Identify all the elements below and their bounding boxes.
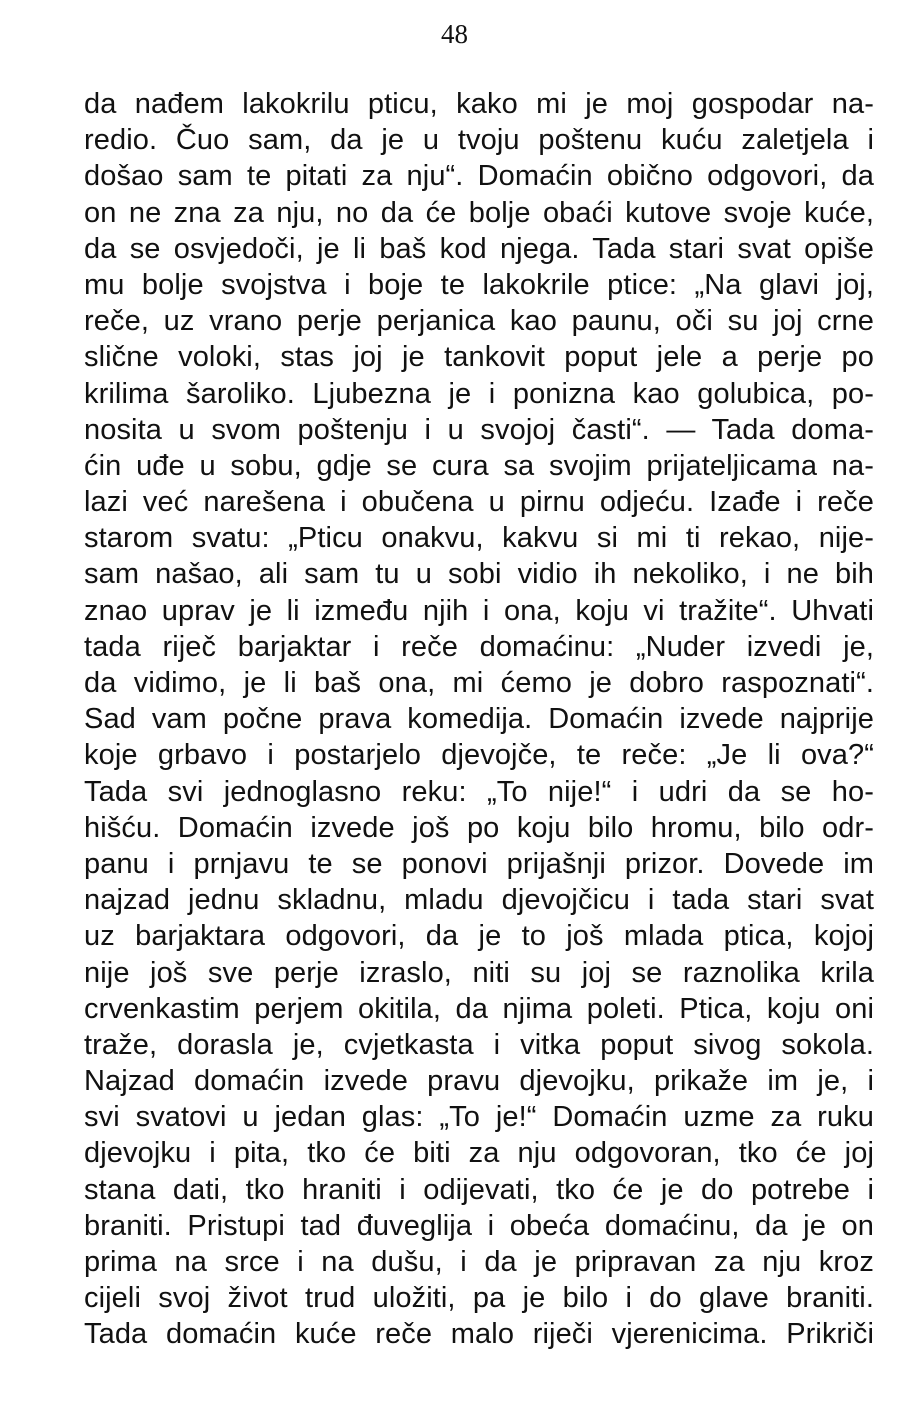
text-line: znao uprav je li između njih i ona, koju vi tražite“. Uhvati: [84, 594, 874, 627]
text-line: da se osvjedoči, je li baš kod njega. Tada stari svat opiše: [84, 232, 874, 265]
page-number: 48: [441, 19, 468, 49]
text-line: tada riječ barjaktar i reče domaćinu: „Nuder izvedi je,: [84, 630, 874, 663]
text-line: da nađem lakokrilu pticu, kako mi je moj gospodar na-: [84, 88, 874, 120]
text-line: crvenkastim perjem okitila, da njima poleti. Ptica, koju oni: [84, 992, 874, 1025]
text-line: krilima šaroliko. Ljubezna je i ponizna kao golubica, po-: [84, 377, 874, 410]
text-line: uz barjaktara odgovori, da je to još mlada ptica, kojoj: [84, 920, 874, 953]
text-line: cijeli svoj život trud uložiti, pa je bilo i do glave braniti.: [84, 1282, 874, 1315]
text-line: panu i prnjavu te se ponovi prijašnji prizor. Dovede im: [84, 847, 874, 880]
text-line: svi svatovi u jedan glas: „To je!“ Domaćin uzme za ruku: [84, 1101, 874, 1134]
text-line: Tada svi jednoglasno reku: „To nije!“ i udri da se ho-: [84, 775, 874, 808]
text-line: Najzad domaćin izvede pravu djevojku, prikaže im je, i: [84, 1065, 874, 1098]
text-line: prima na srce i na dušu, i da je pripravan za nju kroz: [84, 1246, 874, 1278]
text-line: hišću. Domaćin izvede još po koju bilo hromu, bilo odr-: [84, 811, 874, 844]
body-text: [84, 86, 874, 1353]
text-line: sam našao, ali sam tu u sobi vidio ih nekoliko, i ne bih: [84, 558, 874, 591]
text-line: došao sam te pitati za nju“. Domaćin obično odgovori, da: [84, 160, 874, 193]
text-line: Sad vam počne prava komedija. Domaćin izvede najprije: [84, 703, 874, 736]
text-line: djevojku i pita, tko će biti za nju odgovoran, tko će joj: [84, 1137, 874, 1170]
text-line: braniti. Pristupi tad đuveglija i obeća domaćinu, da je on: [84, 1209, 874, 1242]
text-line: da vidimo, je li baš ona, mi ćemo je dobro raspoznati“.: [84, 667, 874, 699]
text-line: nije još sve perje izraslo, niti su joj se raznolika krila: [84, 956, 874, 989]
text-line: redio. Čuo sam, da je u tvoju poštenu kuću zaletjela i: [84, 124, 874, 157]
text-line: mu bolje svojstva i boje te lakokrile ptice: „Na glavi joj,: [84, 268, 874, 301]
text-line: reče, uz vrano perje perjanica kao paunu, oči su joj crne: [84, 305, 874, 338]
text-line: Tada domaćin kuće reče malo riječi vjerenicima. Prikriči: [84, 1318, 874, 1351]
text-line: starom svatu: „Pticu onakvu, kakvu si mi ti rekao, nije-: [84, 522, 874, 555]
text-line: najzad jednu skladnu, mladu djevojčicu i tada stari svat: [84, 884, 874, 917]
text-line: ćin uđe u sobu, gdje se cura sa svojim prijateljicama na-: [84, 449, 874, 482]
text-line: stana dati, tko hraniti i odijevati, tko će je do potrebe i: [84, 1173, 874, 1206]
text-line: nosita u svom poštenju i u svojoj časti“. — Tada doma-: [84, 413, 874, 446]
text-line: lazi već narešena i obučena u pirnu odjeću. Izađe i reče: [84, 486, 874, 519]
text-line: slične voloki, stas joj je tankovit poput jele a perje po: [84, 341, 874, 374]
text-line: koje grbavo i postarjelo djevojče, te reče: „Je li ova?“: [84, 739, 874, 772]
text-line: on ne zna za nju, no da će bolje obaći kutove svoje kuće,: [84, 196, 874, 229]
text-line: traže, dorasla je, cvjetkasta i vitka poput sivog sokola.: [84, 1028, 874, 1061]
